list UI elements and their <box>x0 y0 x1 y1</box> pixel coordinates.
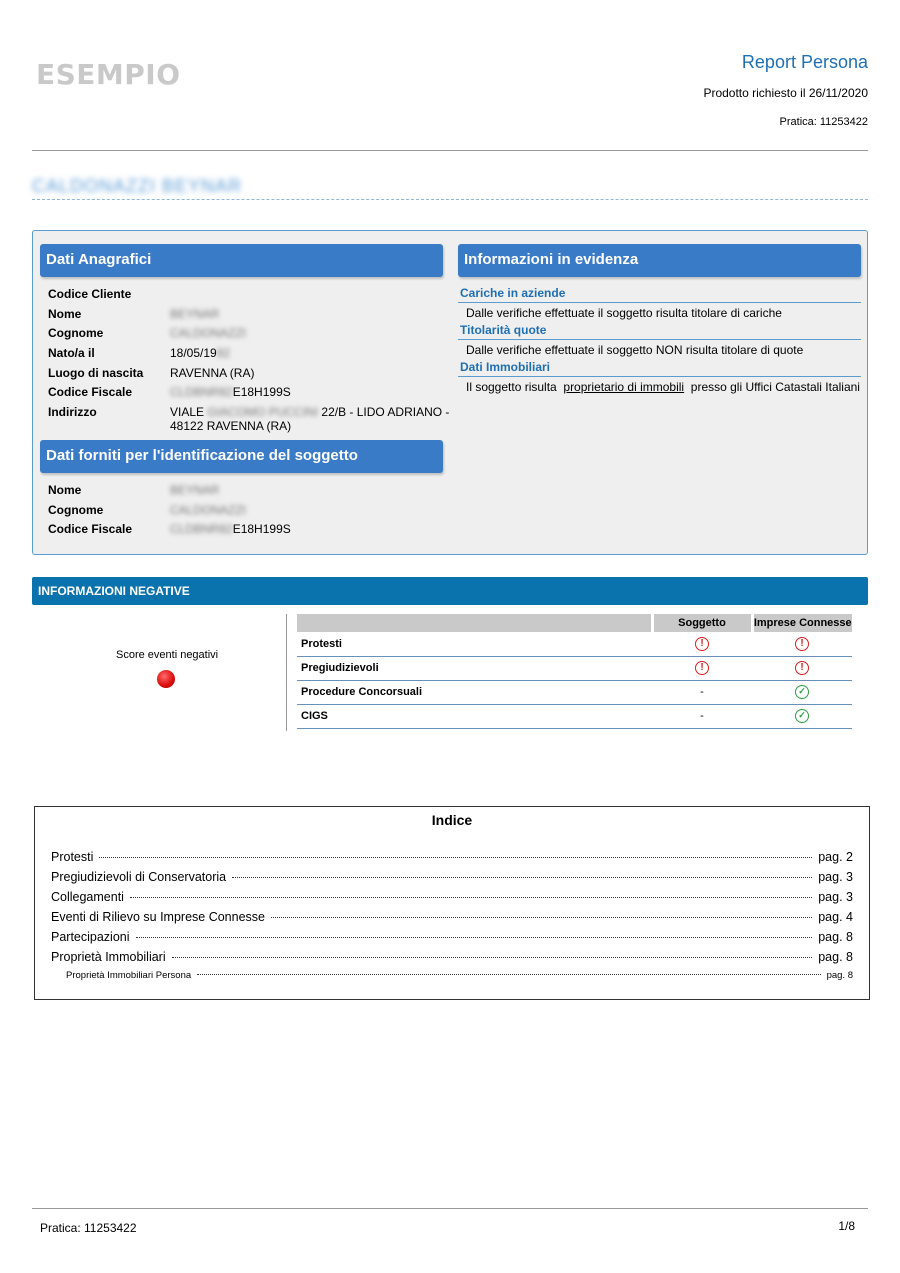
index-entry-label: Eventi di Rilievo su Imprese Connesse <box>51 910 265 924</box>
index-entry-label: Collegamenti <box>51 890 124 904</box>
cell-imprese <box>752 704 852 728</box>
index-entry-eventi-rilievo[interactable] <box>51 910 853 924</box>
person-name: CALDONAZZI BEYNAR <box>32 176 243 196</box>
score-label: Score eventi negativi <box>116 649 219 661</box>
field-label: Cognome <box>48 326 104 340</box>
index-entry-proprieta[interactable] <box>51 950 853 964</box>
footer-page-number: 1/8 <box>838 1219 855 1233</box>
index-entry-protesti[interactable] <box>51 850 853 864</box>
index-entry-label: Protesti <box>51 850 94 864</box>
field-value <box>170 522 291 536</box>
index-entry-partecipazioni[interactable] <box>51 930 853 944</box>
alert-icon: ! <box>695 637 709 651</box>
evidenza-section-title: Cariche in aziende <box>460 286 566 300</box>
evidenza-section-title: Titolarità quote <box>460 323 547 337</box>
alert-icon: ! <box>795 637 809 651</box>
row-label: Procedure Concorsuali <box>297 680 652 704</box>
field-value: RAVENNA (RA) <box>170 366 255 380</box>
immobili-link[interactable]: proprietario di immobili <box>563 380 685 394</box>
negative-divider <box>286 614 287 731</box>
footer-pratica: Pratica: 11253422 <box>40 1221 137 1235</box>
table-row <box>297 656 852 680</box>
birth-year-blurred: 82 <box>216 346 231 360</box>
field-label: Luogo di nascita <box>48 366 144 380</box>
identificazione-heading: Dati forniti per l'identificazione del soggetto <box>40 440 443 473</box>
cell-soggetto: - <box>652 680 752 704</box>
field-value: CALDONAZZI <box>170 326 247 340</box>
field-value: BEYNAR <box>170 483 220 497</box>
field-value <box>170 405 449 433</box>
header-empty <box>297 614 652 632</box>
evidenza-cariche <box>458 286 861 320</box>
negative-table <box>297 614 852 729</box>
negative-heading: INFORMAZIONI NEGATIVE <box>32 577 868 605</box>
index-entry-proprieta-persona[interactable] <box>66 970 853 981</box>
index-entry-page: pag. 3 <box>818 870 853 884</box>
index-entry-label: Proprietà Immobiliari <box>51 950 166 964</box>
index-dots <box>197 974 820 975</box>
ok-icon: ✓ <box>795 685 809 699</box>
field-label: Codice Cliente <box>48 287 132 301</box>
cell-imprese <box>752 680 852 704</box>
ok-icon: ✓ <box>795 709 809 723</box>
header-imprese: Imprese Connesse <box>752 614 852 632</box>
immobili-text-pre: Il soggetto risulta <box>466 380 557 394</box>
field-value <box>170 346 230 360</box>
evidenza-section-title: Dati Immobiliari <box>460 360 551 374</box>
field-label: Codice Fiscale <box>48 522 133 536</box>
address-line2: 48122 RAVENNA (RA) <box>170 419 292 433</box>
field-label: Nome <box>48 483 82 497</box>
address-suffix: 22/B - LIDO ADRIANO - <box>321 405 450 419</box>
cell-soggetto <box>652 632 752 656</box>
index-entry-page: pag. 4 <box>818 910 853 924</box>
evidenza-heading: Informazioni in evidenza <box>458 244 861 277</box>
index-entry-page: pag. 8 <box>818 950 853 964</box>
evidenza-quote <box>458 323 861 357</box>
index-entry-label: Pregiudizievoli di Conservatoria <box>51 870 227 884</box>
cell-soggetto: - <box>652 704 752 728</box>
table-row <box>297 704 852 728</box>
address-blurred: GIACOMO PUCCINI <box>207 405 319 419</box>
index-entry-page: pag. 8 <box>826 970 853 981</box>
immobili-text-post: presso gli Uffici Catastali Italiani <box>690 380 860 394</box>
index-dots <box>136 937 813 938</box>
index-entry-pregiudizievoli[interactable] <box>51 870 853 884</box>
index-dots <box>271 917 812 918</box>
field-label: Codice Fiscale <box>48 385 133 399</box>
index-entry-label: Proprietà Immobiliari Persona <box>66 970 192 981</box>
index-entry-page: pag. 8 <box>818 930 853 944</box>
index-entry-label: Partecipazioni <box>51 930 130 944</box>
cf-visible: E18H199S <box>232 385 291 399</box>
alert-icon: ! <box>695 661 709 675</box>
index-box <box>34 806 870 1000</box>
cell-soggetto <box>652 656 752 680</box>
row-label: CIGS <box>297 704 652 728</box>
field-label: Nato/a il <box>48 346 95 360</box>
alert-icon: ! <box>795 661 809 675</box>
evidenza-section-text: Dalle verifiche effettuate il soggetto risulta titolare di cariche <box>466 306 782 320</box>
row-label: Protesti <box>297 632 652 656</box>
header-divider <box>32 150 868 151</box>
report-title: Report Persona <box>741 52 868 72</box>
field-label: Cognome <box>48 503 104 517</box>
cell-imprese <box>752 656 852 680</box>
negative-table-header <box>297 614 852 632</box>
footer-divider <box>32 1208 868 1209</box>
cf-visible: E18H199S <box>232 522 291 536</box>
index-entry-page: pag. 3 <box>818 890 853 904</box>
score-red-dot-icon <box>157 670 175 688</box>
index-title: Indice <box>431 812 473 828</box>
evidenza-section-text: Dalle verifiche effettuate il soggetto NON risulta titolare di quote <box>466 343 804 357</box>
index-dots <box>232 877 812 878</box>
info-box <box>32 230 868 555</box>
table-row <box>297 632 852 656</box>
cf-blurred: CLDBNR82 <box>170 385 233 399</box>
cf-blurred: CLDBNR82 <box>170 522 233 536</box>
table-row <box>297 680 852 704</box>
report-pratica: Pratica: 11253422 <box>779 116 868 128</box>
index-entry-collegamenti[interactable] <box>51 890 853 904</box>
field-value <box>170 385 291 399</box>
index-dots <box>99 857 812 858</box>
index-dots <box>172 957 813 958</box>
name-divider <box>32 199 868 200</box>
field-label: Nome <box>48 307 82 321</box>
index-entry-page: pag. 2 <box>818 850 853 864</box>
header-soggetto: Soggetto <box>652 614 752 632</box>
address-prefix: VIALE <box>170 405 205 419</box>
field-label: Indirizzo <box>48 405 97 419</box>
field-value: CALDONAZZI <box>170 503 247 517</box>
index-dots <box>130 897 812 898</box>
cell-imprese <box>752 632 852 656</box>
row-label: Pregiudizievoli <box>297 656 652 680</box>
watermark-esempio: ESEMPIO <box>36 58 181 91</box>
anagrafica-heading: Dati Anagrafici <box>40 244 443 277</box>
evidenza-section-text <box>458 377 861 394</box>
field-value: BEYNAR <box>170 307 220 321</box>
birth-date: 18/05/19 <box>170 346 217 360</box>
evidenza-immobiliari <box>458 360 861 394</box>
report-date: Prodotto richiesto il 26/11/2020 <box>703 86 868 100</box>
